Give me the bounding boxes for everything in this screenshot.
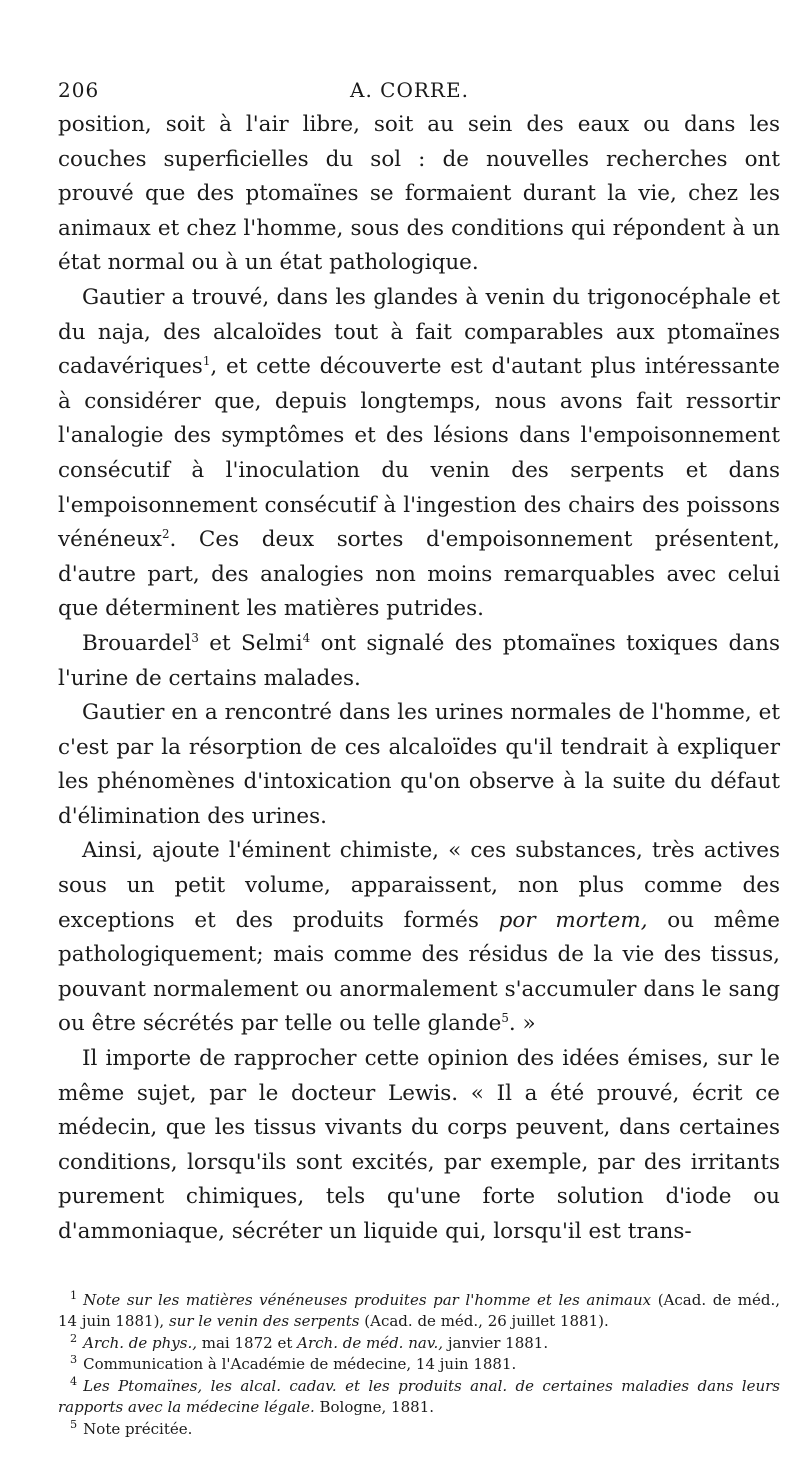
- page-number: 206: [58, 78, 100, 102]
- italic-text: Note sur les matières vénéneuses produites par l'homme et les animaux: [83, 1290, 652, 1309]
- text-run: (Acad. de méd., 26 juillet 1881).: [359, 1312, 609, 1331]
- footnote: [58, 1290, 780, 1333]
- footnote-reference: 5: [501, 1011, 509, 1026]
- text-run: (Acad. de méd., 14 juin 1881),: [58, 1290, 780, 1331]
- footnote-mark: 1: [70, 1288, 78, 1302]
- page: [58, 78, 780, 1440]
- footnote-mark: 4: [70, 1374, 78, 1388]
- paragraph: [58, 281, 780, 627]
- text-run: janvier 1881.: [443, 1333, 549, 1352]
- running-head: A. CORRE.: [350, 78, 469, 102]
- footnote-reference: 1: [202, 354, 211, 368]
- footnote-reference: 2: [161, 526, 170, 541]
- paragraph: [58, 627, 780, 696]
- footnote-mark: 3: [70, 1353, 78, 1367]
- text-run: . »: [508, 1011, 536, 1037]
- paragraph: [58, 1042, 780, 1250]
- footnote-reference: 4: [302, 630, 311, 645]
- text-run: ont signalé des ptomaïnes toxiques dans l'urine de certains malades.: [58, 630, 781, 691]
- body-text: [58, 108, 780, 1250]
- italic-text: por mortem,: [498, 907, 648, 933]
- text-run: mai 1872 et: [197, 1333, 298, 1352]
- footnote-mark: 5: [70, 1417, 78, 1431]
- footnote: [58, 1333, 780, 1355]
- text-run: Communication à l'Académie de médecine, 14 juin 1881.: [83, 1355, 517, 1374]
- text-run: position, soit à l'air libre, soit au sein des eaux ou dans les couches superficielles du sol : de nouvelles recherches ont prouvé que des ptomaïnes se formaient durant la vie, chez les animaux et chez l'homme, sous des conditions qui répondent à un état normal ou à un état pathologique.: [58, 112, 780, 276]
- page-header: [58, 78, 780, 108]
- text-run: Gautier a trouvé, dans les glandes à venin du trigonocéphale et du naja, des alcaloïdes tout à fait comparables aux ptomaïnes cadavériques: [58, 284, 780, 380]
- footnote-mark: 2: [70, 1331, 78, 1345]
- text-run: Brouardel: [82, 630, 192, 656]
- text-run: Ainsi, ajoute l'éminent chimiste, « ces substances, très actives sous un petit volume, apparaissent, non plus comme des exceptions et des produits formés: [58, 838, 780, 933]
- italic-text: Arch. de méd. nav.,: [297, 1333, 444, 1352]
- text-run: ou même pathologiquement; mais comme des résidus de la vie des tissus, pouvant normalement ou anormalement s'accumuler dans le sang ou être sécrétés par telle ou telle glande: [58, 907, 781, 1037]
- paragraph: [58, 696, 780, 834]
- italic-text: Arch. de phys.,: [83, 1333, 197, 1352]
- footnotes: [58, 1290, 780, 1441]
- text-run: Il importe de rapprocher cette opinion des idées émises, sur le même sujet, par le docteur Lewis. « Il a été prouvé, écrit ce médecin, que les tissus vivants du corps peuvent, dans certaines conditions, lorsqu'ils sont excités, par exemple, par des irritants purement chimiques, tels qu'une forte solution d'iode ou d'ammoniaque, sécréter un liquide qui, lorsqu'il est trans-: [58, 1046, 780, 1244]
- italic-text: sur le venin des serpents: [168, 1312, 360, 1331]
- footnote: [58, 1354, 780, 1376]
- text-run: et Selmi: [198, 630, 303, 656]
- text-run: Gautier en a rencontré dans les urines normales de l'homme, et c'est par la résorption de ces alcaloïdes qu'il tendrait à expliquer les phénomènes d'intoxication qu'on observe à la suite du défaut d'élimination des urines.: [58, 700, 780, 829]
- footnote: [58, 1419, 780, 1441]
- footnote: [58, 1376, 780, 1419]
- italic-text: Les Ptomaïnes, les alcal. cadav. et les produits anal. de certaines maladies dans leurs rapports avec la médecine légale.: [58, 1376, 780, 1417]
- text-run: , et cette découverte est d'autant plus intéressante à considérer que, depuis longtemps, nous avons fait ressortir l'analogie des symptômes et des lésions dans l'empoisonnement consécutif à l'inoculation du venin des serpents et dans l'empoisonnement consécutif à l'ingestion des chairs des poissons vénéneux: [58, 354, 780, 553]
- paragraph: [58, 834, 780, 1042]
- paragraph: [58, 108, 780, 281]
- text-run: Note précitée.: [83, 1419, 193, 1438]
- text-run: . Ces deux sortes d'empoisonnement présentent, d'autre part, des analogies non moins remarquables avec celui que déterminent les matières putrides.: [58, 527, 780, 622]
- footnote-reference: 3: [191, 630, 199, 645]
- text-run: Bologne, 1881.: [314, 1398, 435, 1417]
